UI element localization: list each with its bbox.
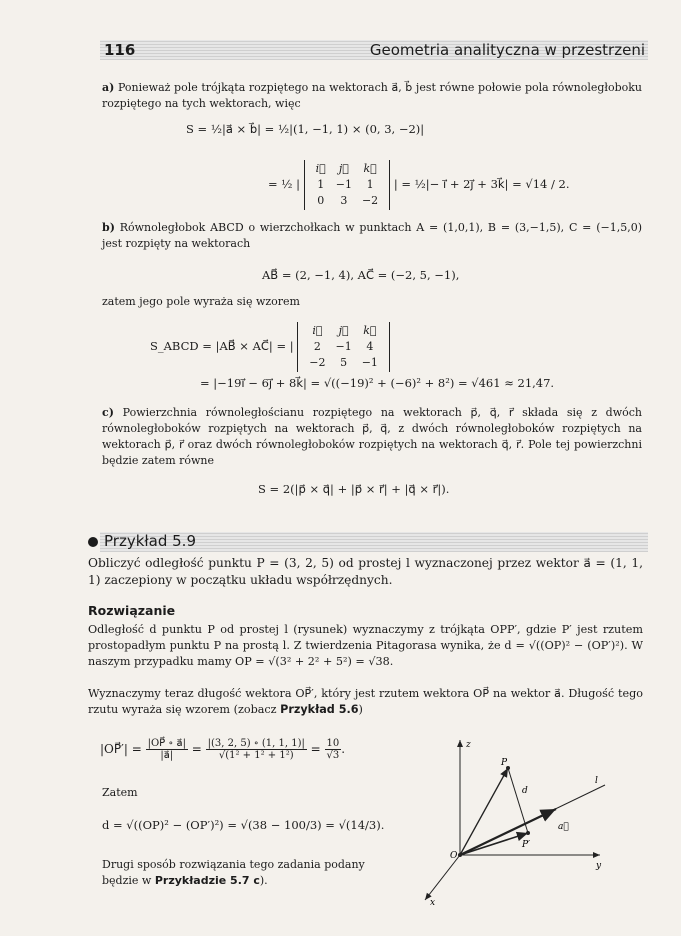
part-a-matrix-cell: 1: [366, 178, 374, 191]
part-c-body: Powierzchnia równoległościanu rozpiętego na wektorach p⃗, q⃗, r⃗ składa się z dwóch równoległoboków rozpiętych na wektorach p⃗, q⃗, z dwóch równoległoboków rozpiętych na wektorach p⃗, r⃗ oraz dwóch równoległoboków rozpiętych na wektorach q⃗, r⃗. Pole tej powierzchni będzie zatem równe: [102, 406, 642, 467]
part-c-text: [102, 405, 642, 469]
distance-formula: d = √((OP)² − (OP′)²) = √(38 − 100/3) = √(14/3).: [102, 818, 385, 832]
part-a-formula2-prefix: = ½ |: [268, 177, 300, 191]
part-b-matrix-cell: 5: [340, 356, 348, 369]
part-a-matrix-cell: 0: [317, 194, 325, 207]
proj-frac2: [206, 738, 307, 761]
part-b-formula: [150, 322, 390, 372]
geometry-figure: [410, 735, 630, 910]
part-b-result: = |−19i⃗ − 6j⃗ + 8k⃗| = √((−19)² + (−6)² + 8²) = √461 ≈ 21,47.: [200, 376, 555, 390]
proj-frac3-den: √3: [326, 750, 340, 761]
part-a-matrix-cell: 1: [317, 178, 325, 191]
label-x: x: [430, 898, 436, 908]
part-b-matrix-row: [305, 340, 382, 354]
label-d: d: [522, 786, 528, 796]
example-title: Przykład 5.9: [104, 532, 196, 550]
closing-b: ).: [259, 874, 268, 887]
zatem-label: Zatem: [102, 786, 138, 799]
part-b-body: Równoległobok ABCD o wierzchołkach w punktach A = (1,0,1), B = (3,−1,5), C = (−1,5,0) jest rozpięty na wektorach: [102, 221, 643, 250]
solution-heading: Rozwiązanie: [88, 603, 176, 618]
closing-ref: Przykładzie 5.7 c: [154, 874, 260, 887]
part-a-matrix-cell: j⃗: [338, 162, 349, 175]
solution-paragraph-2: [88, 686, 643, 718]
label-O: O: [450, 851, 458, 861]
proj-frac3-num: 10: [326, 738, 340, 749]
part-a-formula2-suffix: | = ½|− i⃗ + 2j⃗ + 3k⃗| = √14 / 2.: [393, 177, 570, 191]
part-b-matrix-row: [305, 356, 382, 370]
origin-point: [458, 853, 462, 857]
part-b-determinant: [297, 322, 390, 372]
part-a-matrix-cell: i⃗: [315, 162, 326, 175]
part-a-body: Ponieważ pole trójkąta rozpiętego na wektorach a⃗, b⃗ jest równe połowie pola równoległoboku rozpiętego na tych wektorach, więc: [102, 81, 642, 110]
part-b-matrix-cell: −1: [361, 356, 378, 369]
bullet-icon: [88, 537, 98, 547]
part-a-matrix-row: [312, 194, 383, 208]
solution-paragraph-1: Odległość d punktu P od prostej l (rysunek) wyznaczymy z trójkąta OPP′, gdzie P′ jest rzutem prostopadłym punktu P na prostą l. Z twierdzenia Pitagorasa wynika, że d = √((OP)² − (OP′)²). W naszym przypadku mamy OP = √(3² + 2² + 5²) = √38.: [88, 623, 643, 668]
point-P-prime: [526, 831, 530, 835]
part-a-matrix-cell: k⃗: [363, 162, 377, 175]
closing-a: Drugi sposób rozwiązania tego zadania podany będzie w: [102, 858, 365, 887]
segment-d: [508, 768, 528, 833]
label-P-prime: P′: [522, 840, 531, 850]
proj-lhs: |OP⃗′| =: [100, 742, 142, 756]
part-a-formula2: [268, 160, 570, 210]
part-a-matrix-row: [312, 162, 383, 176]
x-axis: [425, 855, 460, 900]
vector-a-arrow: [460, 809, 556, 855]
part-b-vectors: AB⃗ = (2, −1, 4), AC⃗ = (−2, 5, −1),: [262, 268, 460, 282]
part-b-matrix-cell: −1: [335, 340, 352, 353]
proj-frac1-den: |a⃗|: [160, 750, 174, 761]
page-number: 116: [104, 41, 136, 59]
label-z: z: [466, 740, 471, 750]
part-a-matrix-row: [312, 178, 383, 192]
part-a-matrix-cell: 3: [340, 194, 348, 207]
proj-frac1: [146, 738, 188, 761]
part-a-formula1: S = ½|a⃗ × b⃗| = ½|(1, −1, 1) × (0, 3, −2)|: [186, 122, 425, 136]
proj-frac3: [325, 738, 342, 761]
projection-formula: |OP⃗′| = $\frac{|OP⃗ \circ a⃗|}{|a⃗|}$ = $\frac{|(3, 2, 5) \circ (1, 1, 1)|}{\text{√(1² + 1² + 1²)}}$ = $\frac{10}{√3}$ .: [100, 738, 346, 761]
part-b-label: b): [102, 221, 115, 234]
part-b-matrix-cell: 2: [313, 340, 321, 353]
proj-frac2-num: |(3, 2, 5) ∘ (1, 1, 1)|: [207, 738, 305, 749]
running-title: Geometria analityczna w przestrzeni: [369, 41, 645, 59]
part-b-matrix-cell: i⃗: [312, 324, 323, 337]
part-a-label: a): [102, 81, 115, 94]
example-statement: Obliczyć odległość punktu P = (3, 2, 5) od prostej l wyznaczonej przez wektor a⃗ = (1, 1, 1) zaczepiony w początku układu współrzędnych.: [88, 556, 643, 587]
part-b-text2: zatem jego pole wyraża się wzorem: [102, 295, 300, 308]
part-b-matrix-row: [305, 324, 382, 338]
part-c-formula: S = 2(|p⃗ × q⃗| + |p⃗ × r⃗| + |q⃗ × r⃗|).: [258, 482, 450, 496]
part-b-matrix-cell: j⃗: [338, 324, 349, 337]
solution-p2-ref: Przykład 5.6: [280, 703, 359, 716]
part-b-matrix-cell: k⃗: [363, 324, 377, 337]
proj-frac2-den: √(1² + 1² + 1²): [218, 750, 294, 761]
closing-text: [102, 857, 402, 889]
part-a-determinant: [304, 160, 391, 210]
part-a-text: [102, 80, 642, 112]
part-b-text: [102, 220, 642, 252]
solution-p2-b: ): [358, 703, 363, 716]
part-b-matrix-cell: −2: [309, 356, 326, 369]
part-b-formula-prefix: S_ABCD = |AB⃗ × AC⃗| = |: [150, 339, 294, 353]
solution-p2-a: Wyznaczymy teraz długość wektora OP⃗′, który jest rzutem wektora OP⃗ na wektor a⃗. Długość tego rzutu wyraża się wzorem (zobacz: [88, 687, 643, 716]
label-y: y: [596, 861, 602, 871]
part-a-matrix-cell: −1: [335, 178, 352, 191]
proj-frac1-num: |OP⃗ ∘ a⃗|: [147, 738, 186, 749]
label-a: a⃗: [558, 822, 569, 832]
part-c-label: c): [102, 406, 114, 419]
part-a-matrix-cell: −2: [361, 194, 379, 207]
label-l: l: [595, 776, 598, 786]
part-b-matrix-cell: 4: [366, 340, 374, 353]
label-P: P: [501, 758, 508, 768]
